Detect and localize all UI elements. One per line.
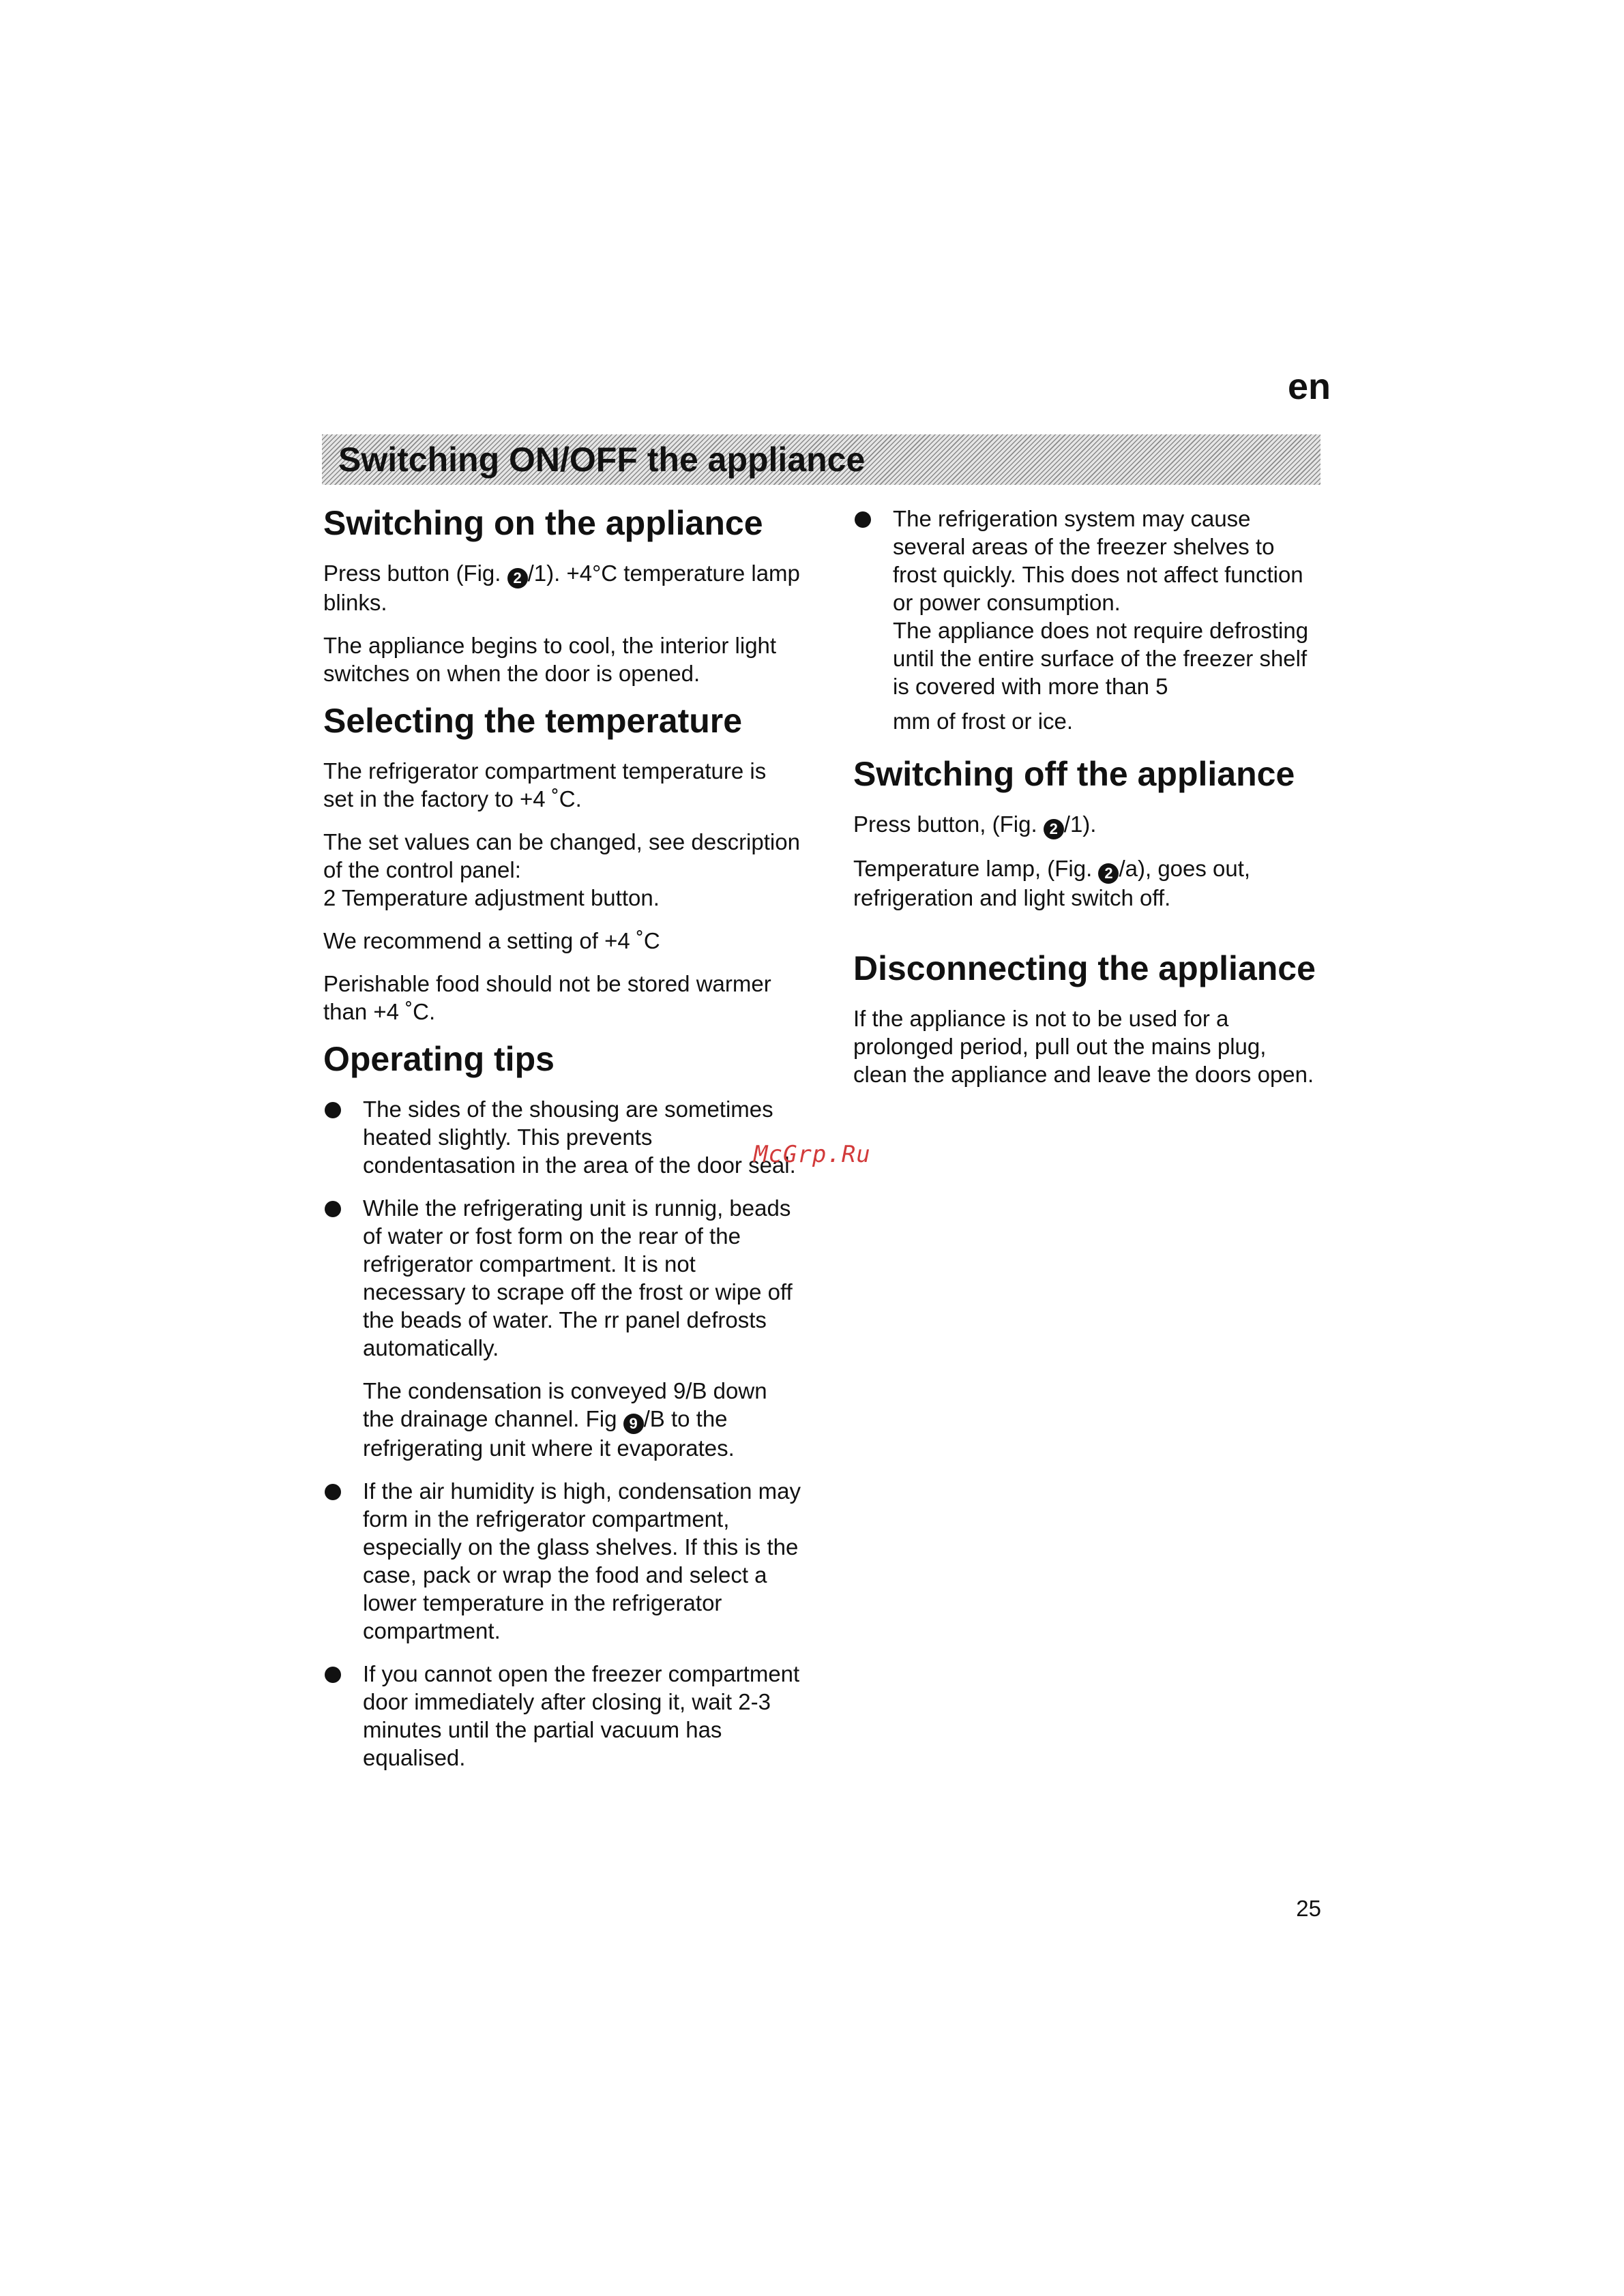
figure-number-icon: 2 [1098, 863, 1119, 884]
list-item [323, 1194, 801, 1462]
refrigeration-note: The refrigeration system may cause several areas of the freezer shelves to frost quickly. This does not affect function or power consumption. The appliance does not require defrosting until the entire surface of the freezer shelf is covered with more than 5 [893, 506, 1309, 699]
heading-switching-off: Switching off the appliance [853, 755, 1295, 793]
figure-number-icon: 9 [623, 1414, 644, 1434]
list-item [323, 1660, 801, 1772]
list-item [853, 505, 1324, 735]
switching-on-paragraph-2: The appliance begins to cool, the interior light switches on when the door is opened. [323, 633, 777, 686]
temperature-paragraph-2: The set values can be changed, see description of the control panel: 2 Temperature adjustment button. [323, 829, 800, 910]
switching-off-paragraph-1: Press button, (Fig. 2 /1). [853, 810, 1324, 839]
bullet-icon [325, 1667, 341, 1683]
heading-selecting-temperature: Selecting the temperature [323, 702, 743, 740]
figure-number-icon: 2 [1044, 819, 1064, 839]
section-banner [322, 434, 1320, 485]
switching-on-paragraph-1: Press button (Fig. 2 /1). +4°C temperature lamp blinks. [323, 561, 800, 615]
watermark: McGrp.Ru [754, 1141, 871, 1168]
left-column [323, 505, 801, 1787]
bullet-icon [855, 511, 871, 528]
switching-off-paragraph-2: Temperature lamp, (Fig. 2 /a), goes out, refrigeration and light switch off. [853, 856, 1251, 910]
banner-title: Switching ON/OFF the appliance [338, 441, 866, 479]
heading-disconnecting: Disconnecting the appliance [853, 949, 1316, 987]
temperature-paragraph-1: The refrigerator compartment temperature is set in the factory to +4 ˚C. [323, 758, 767, 811]
tip-3: If the air humidity is high, condensation may form in the refrigerator compartment, especially on the glass shelves. If this is the case, pack or wrap the food and select a lower temperature in the refrigerator compartment. [363, 1478, 801, 1643]
tip-2-note: The condensation is conveyed 9/B down the drainage channel. Fig 9 /B to the refrigerating unit where it evaporates. [363, 1378, 767, 1461]
right-column [853, 505, 1324, 1103]
bullet-icon [325, 1201, 341, 1217]
list-item [323, 1477, 801, 1645]
bullet-icon [325, 1102, 341, 1118]
disconnecting-paragraph: If the appliance is not to be used for a prolonged period, pull out the mains plug, clean the appliance and leave the doors open. [853, 1006, 1314, 1087]
page-number: 25 [1296, 1896, 1321, 1921]
temperature-paragraph-3: We recommend a setting of +4 ˚C [323, 928, 660, 953]
heading-switching-on: Switching on the appliance [323, 504, 763, 542]
list-item [323, 1095, 801, 1179]
temperature-paragraph-4: Perishable food should not be stored warmer than +4 ˚C. [323, 971, 771, 1024]
heading-operating-tips: Operating tips [323, 1040, 555, 1078]
figure-number-icon: 2 [507, 568, 528, 588]
tip-1: The sides of the shousing are sometimes heated slightly. This prevents condentasation in the area of the door seal. [363, 1097, 796, 1178]
language-tag: en [1287, 366, 1331, 407]
bullet-icon [325, 1484, 341, 1500]
tip-4: If you cannot open the freezer compartment door immediately after closing it, wait 2-3 minutes until the partial vacuum has equalised. [363, 1661, 800, 1770]
tip-2: While the refrigerating unit is runnig, beads of water or fost form on the rear of the refrigerator compartment. It is not necessary to scrape off the frost or wipe off the beads of water. The rr panel defrosts automatically. [363, 1195, 793, 1360]
refrigeration-note-end: mm of frost or ice. [893, 709, 1074, 734]
